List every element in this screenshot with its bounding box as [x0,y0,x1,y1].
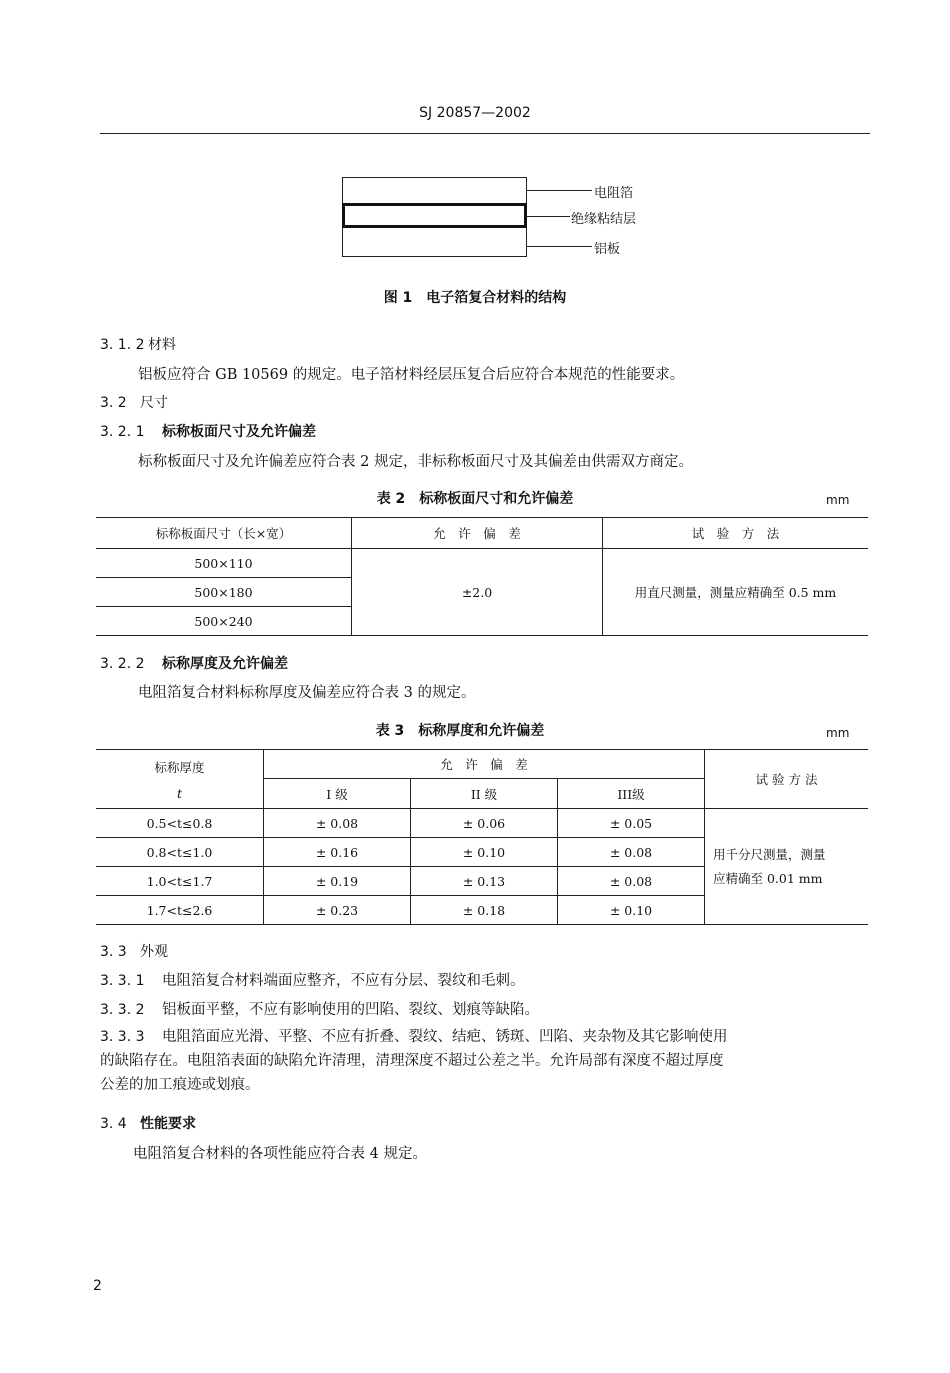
range-cell: 1.7<t≤2.6 [96,896,264,925]
section-3-3-heading [100,941,168,961]
section-3-2-1-heading [100,421,316,441]
section-number: 3. 4 [100,1116,127,1132]
header-grade-3: III级 [558,779,705,809]
layer-aluminum-plate [342,228,527,257]
grade-2-cell: ± 0.18 [411,896,558,925]
section-3-4-heading [100,1113,196,1133]
layer-resistance-foil [342,177,527,204]
leader-line-foil [526,190,592,191]
grade-3-cell: ± 0.08 [558,838,705,867]
table-3-caption: 表 3 标称厚度和允许偏差 [375,723,545,739]
table-2-unit: mm [826,493,850,507]
tolerance-cell: ±2.0 [352,549,603,636]
section-number: 3. 2. 2 [100,656,145,672]
table-row [96,518,868,549]
range-cell: 0.5<t≤0.8 [96,809,264,838]
table-3-unit: mm [826,726,850,740]
section-3-2-1-text: 标称板面尺寸及允许偏差应符合表 2 规定，非标称板面尺寸及其偏差由供需双方商定。 [138,454,693,470]
table-2-caption: 表 2 标称板面尺寸和允许偏差 [376,491,574,507]
header-t-symbol: t [96,779,264,809]
header-grade-2: II 级 [411,779,558,809]
header-grade-1: I 级 [264,779,411,809]
layer-insulation-adhesive [342,203,527,228]
method-line-2: 应精确至 0.01 mm [713,870,823,886]
section-3-2-heading [100,392,168,412]
figure-1-caption: 图 1 电子箔复合材料的结构 [383,290,567,306]
grade-3-cell: ± 0.10 [558,896,705,925]
section-3-3-2 [100,998,539,1019]
label-resistance-foil: 电阻箔 [594,186,634,201]
document-code: SJ 20857—2002 [419,105,531,121]
grade-3-cell: ± 0.08 [558,867,705,896]
grade-1-cell: ± 0.23 [264,896,411,925]
paragraph-line-1 [100,1025,880,1049]
section-3-3-1 [100,969,525,990]
section-3-2-2-heading [100,653,288,673]
header-method: 试 验 方 法 [705,750,869,809]
method-cell: 用直尺测量，测量应精确至 0.5 mm [603,549,869,636]
paragraph-line-2: 的缺陷存在。电阻箔表面的缺陷允许清理，清理深度不超过公差之半。允许局部有深度不超过厚度 [100,1053,724,1069]
header-thickness: 标称厚度 [96,750,264,779]
section-title: 标称厚度及允许偏差 [162,656,288,672]
section-title: 尺寸 [140,395,168,411]
leader-line-plate [526,246,592,247]
method-line-1: 用千分尺测量，测量 [713,846,826,862]
grade-3-cell: ± 0.05 [558,809,705,838]
grade-1-cell: ± 0.08 [264,809,411,838]
section-3-1-2-heading [100,334,176,354]
section-title: 性能要求 [140,1116,196,1132]
header-method: 试 验 方 法 [603,518,869,549]
section-number: 3. 3. 2 [100,1002,145,1018]
paragraph-line-3: 公差的加工痕迹或划痕。 [100,1077,260,1093]
section-title: 标称板面尺寸及允许偏差 [162,424,316,440]
size-cell: 500×180 [96,578,352,607]
range-cell: 1.0<t≤1.7 [96,867,264,896]
label-insulation-adhesive: 绝缘粘结层 [571,212,637,227]
table-row [96,750,868,779]
section-number: 3. 2. 1 [100,424,145,440]
grade-1-cell: ± 0.16 [264,838,411,867]
section-number: 3. 3. 1 [100,973,145,989]
grade-2-cell: ± 0.13 [411,867,558,896]
range-cell: 0.8<t≤1.0 [96,838,264,867]
page-number: 2 [93,1278,102,1294]
section-3-3-3 [100,1025,880,1097]
grade-1-cell: ± 0.19 [264,867,411,896]
section-number: 3. 2 [100,395,127,411]
header-size: 标称板面尺寸（长×宽） [96,518,352,549]
grade-2-cell: ± 0.10 [411,838,558,867]
leader-line-adhesive [526,216,570,217]
section-number: 3. 3. 3 [100,1029,145,1045]
section-text: 电阻箔复合材料端面应整齐，不应有分层、裂纹和毛刺。 [162,973,525,989]
header-tolerance: 允 许 偏 差 [352,518,603,549]
section-3-2-2-text: 电阻箔复合材料标称厚度及偏差应符合表 3 的规定。 [138,685,476,701]
section-number: 3. 3 [100,944,127,960]
header-tolerance: 允 许 偏 差 [264,750,705,779]
table-row [96,549,868,578]
section-text: 电阻箔面应光滑、平整、不应有折叠、裂纹、结疤、锈斑、凹陷、夹杂物及其它影响使用 [162,1029,728,1045]
section-number: 3. 1. 2 [100,337,145,353]
table-3 [96,749,868,925]
label-aluminum-plate: 铝板 [594,242,621,257]
grade-2-cell: ± 0.06 [411,809,558,838]
section-text: 铝板面平整，不应有影响使用的凹陷、裂纹、划痕等缺陷。 [162,1002,539,1018]
section-title: 外观 [140,944,168,960]
size-cell: 500×240 [96,607,352,636]
section-3-4-text: 电阻箔复合材料的各项性能应符合表 4 规定。 [133,1146,427,1162]
table-row [96,809,868,838]
figure-1 [0,0,950,320]
table-2 [96,517,868,636]
size-cell: 500×110 [96,549,352,578]
section-title: 材料 [148,337,176,353]
method-cell [705,809,869,925]
section-3-1-2-text: 铝板应符合 GB 10569 的规定。电子箔材料经层压复合后应符合本规范的性能要求。 [138,367,685,383]
